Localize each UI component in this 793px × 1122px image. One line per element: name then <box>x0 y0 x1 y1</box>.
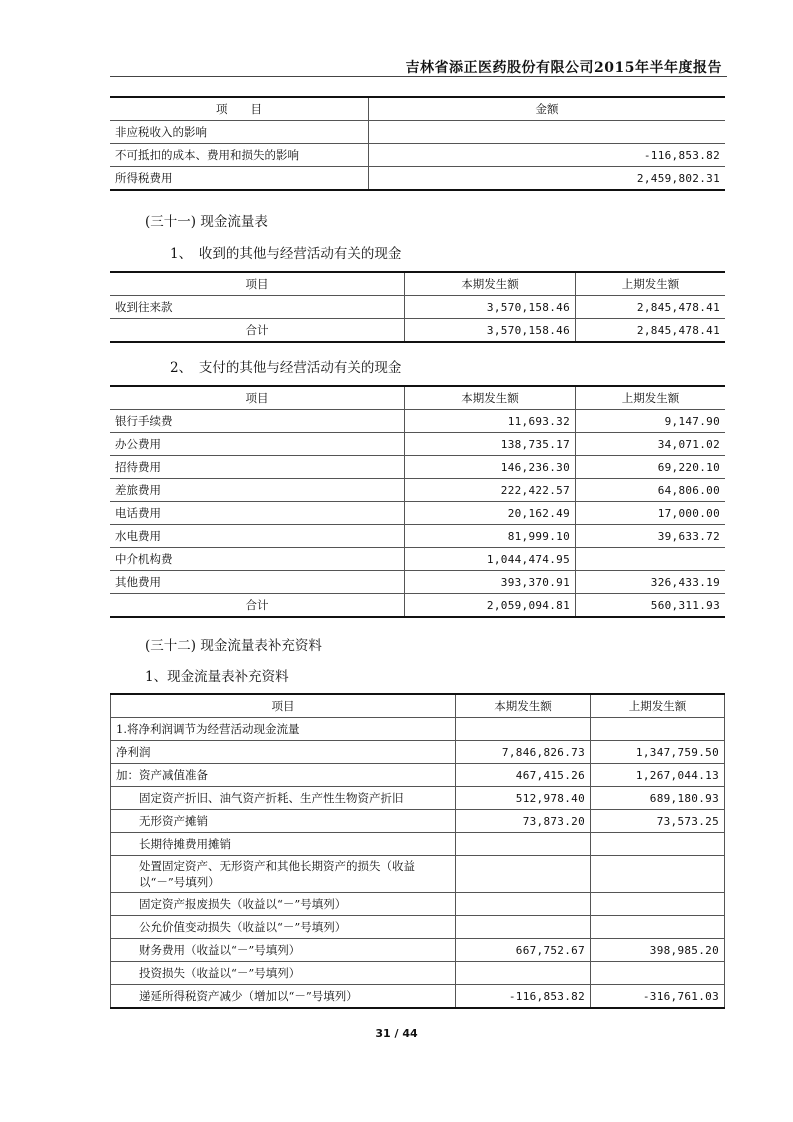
supplement-table <box>110 693 725 1009</box>
row-item: 水电费用 <box>110 525 405 548</box>
row-item: 中介机构费 <box>110 548 405 571</box>
col-prior: 上期发生额 <box>576 272 726 296</box>
row-prior: 2,845,478.41 <box>576 319 726 343</box>
col-item: 项目 <box>110 272 405 296</box>
table-header-row <box>110 386 725 410</box>
row-prior: 1,347,759.50 <box>591 741 725 764</box>
table-row <box>110 548 725 571</box>
tax-table <box>110 96 725 191</box>
row-prior <box>591 718 725 741</box>
table-row <box>110 410 725 433</box>
table-row <box>110 121 725 144</box>
row-current <box>456 718 591 741</box>
table-row <box>110 456 725 479</box>
table-row <box>110 167 725 191</box>
row-prior: 73,573.25 <box>591 810 725 833</box>
row-prior <box>591 962 725 985</box>
section-32-subtitle: 1、现金流量表补充资料 <box>145 669 289 685</box>
row-prior <box>576 548 726 571</box>
row-item: 无形资产摊销 <box>111 810 456 833</box>
row-current: 467,415.26 <box>456 764 591 787</box>
row-prior: 398,985.20 <box>591 939 725 962</box>
row-item: 办公费用 <box>110 433 405 456</box>
row-current: 81,999.10 <box>405 525 576 548</box>
row-current <box>456 833 591 856</box>
row-amount: -116,853.82 <box>369 144 726 167</box>
row-prior: 69,220.10 <box>576 456 726 479</box>
row-item: 合计 <box>110 594 405 618</box>
row-current <box>456 916 591 939</box>
row-item: 收到往来款 <box>110 296 405 319</box>
section-31-title: (三十一) 现金流量表 <box>145 214 268 230</box>
row-prior <box>591 916 725 939</box>
table-header-row <box>110 272 725 296</box>
col-amount: 金额 <box>369 97 726 121</box>
row-current: 2,059,094.81 <box>405 594 576 618</box>
row-current: 7,846,826.73 <box>456 741 591 764</box>
table-header-row <box>111 694 725 718</box>
table-row <box>111 962 725 985</box>
row-prior: 17,000.00 <box>576 502 726 525</box>
row-current: 667,752.67 <box>456 939 591 962</box>
report-title: 吉林省添正医药股份有限公司2015年半年度报告 <box>405 60 722 76</box>
row-current: 11,693.32 <box>405 410 576 433</box>
table-row <box>111 764 725 787</box>
paid-title: 2、 支付的其他与经营活动有关的现金 <box>170 360 402 376</box>
col-item: 项目 <box>111 694 456 718</box>
row-item: 处置固定资产、无形资产和其他长期资产的损失（收益以“－”号填列） <box>111 856 456 893</box>
row-current <box>456 893 591 916</box>
row-item: 加：资产减值准备 <box>111 764 456 787</box>
col-current: 本期发生额 <box>405 272 576 296</box>
row-current: 3,570,158.46 <box>405 296 576 319</box>
row-current: 73,873.20 <box>456 810 591 833</box>
page-number: 31 / 44 <box>375 1027 418 1040</box>
col-item: 项目 <box>110 386 405 410</box>
received-title: 1、 收到的其他与经营活动有关的现金 <box>170 246 402 262</box>
row-current: 512,978.40 <box>456 787 591 810</box>
table-row <box>111 856 725 893</box>
table-row <box>111 810 725 833</box>
table-row <box>111 939 725 962</box>
row-prior: 39,633.72 <box>576 525 726 548</box>
row-prior: -316,761.03 <box>591 985 725 1009</box>
table-row <box>110 296 725 319</box>
row-item: 招待费用 <box>110 456 405 479</box>
col-prior: 上期发生额 <box>591 694 725 718</box>
row-prior: 1,267,044.13 <box>591 764 725 787</box>
table-row <box>111 833 725 856</box>
row-item: 非应税收入的影响 <box>110 121 369 144</box>
table-row <box>111 893 725 916</box>
table-total-row <box>110 319 725 343</box>
row-prior: 64,806.00 <box>576 479 726 502</box>
row-prior: 326,433.19 <box>576 571 726 594</box>
table-row <box>110 525 725 548</box>
header-rule <box>110 76 727 77</box>
row-amount <box>369 121 726 144</box>
col-item: 项 目 <box>110 97 369 121</box>
row-item: 其他费用 <box>110 571 405 594</box>
row-current: 146,236.30 <box>405 456 576 479</box>
table-row <box>111 741 725 764</box>
row-current: 138,735.17 <box>405 433 576 456</box>
table-row <box>111 787 725 810</box>
row-item: 固定资产报废损失（收益以“－”号填列） <box>111 893 456 916</box>
row-current: 20,162.49 <box>405 502 576 525</box>
row-item: 固定资产折旧、油气资产折耗、生产性生物资产折旧 <box>111 787 456 810</box>
row-item: 净利润 <box>111 741 456 764</box>
row-item: 银行手续费 <box>110 410 405 433</box>
row-item: 投资损失（收益以“－”号填列） <box>111 962 456 985</box>
row-amount: 2,459,802.31 <box>369 167 726 191</box>
row-current <box>456 962 591 985</box>
col-current: 本期发生额 <box>405 386 576 410</box>
row-prior: 560,311.93 <box>576 594 726 618</box>
row-prior <box>591 833 725 856</box>
row-current: 222,422.57 <box>405 479 576 502</box>
table-row <box>111 985 725 1009</box>
row-current <box>456 856 591 893</box>
row-prior: 2,845,478.41 <box>576 296 726 319</box>
table-row <box>110 144 725 167</box>
table-total-row <box>110 594 725 618</box>
col-current: 本期发生额 <box>456 694 591 718</box>
paid-table <box>110 385 725 618</box>
row-prior <box>591 856 725 893</box>
row-item: 所得税费用 <box>110 167 369 191</box>
row-prior: 689,180.93 <box>591 787 725 810</box>
row-item: 递延所得税资产减少（增加以“－”号填列） <box>111 985 456 1009</box>
table-row <box>111 718 725 741</box>
row-prior <box>591 893 725 916</box>
received-table <box>110 271 725 343</box>
row-prior: 34,071.02 <box>576 433 726 456</box>
row-current: 3,570,158.46 <box>405 319 576 343</box>
row-item: 1.将净利润调节为经营活动现金流量 <box>111 718 456 741</box>
row-item: 电话费用 <box>110 502 405 525</box>
section-32-title: (三十二) 现金流量表补充资料 <box>145 638 322 654</box>
table-row <box>110 571 725 594</box>
row-current: 393,370.91 <box>405 571 576 594</box>
row-prior: 9,147.90 <box>576 410 726 433</box>
row-item: 合计 <box>110 319 405 343</box>
table-row <box>110 479 725 502</box>
table-row <box>110 433 725 456</box>
row-item: 财务费用（收益以“－”号填列） <box>111 939 456 962</box>
table-row <box>110 502 725 525</box>
row-current: -116,853.82 <box>456 985 591 1009</box>
col-prior: 上期发生额 <box>576 386 726 410</box>
table-header-row <box>110 97 725 121</box>
row-item: 公允价值变动损失（收益以“－”号填列） <box>111 916 456 939</box>
row-item: 长期待摊费用摊销 <box>111 833 456 856</box>
row-current: 1,044,474.95 <box>405 548 576 571</box>
row-item: 差旅费用 <box>110 479 405 502</box>
table-row <box>111 916 725 939</box>
row-item: 不可抵扣的成本、费用和损失的影响 <box>110 144 369 167</box>
